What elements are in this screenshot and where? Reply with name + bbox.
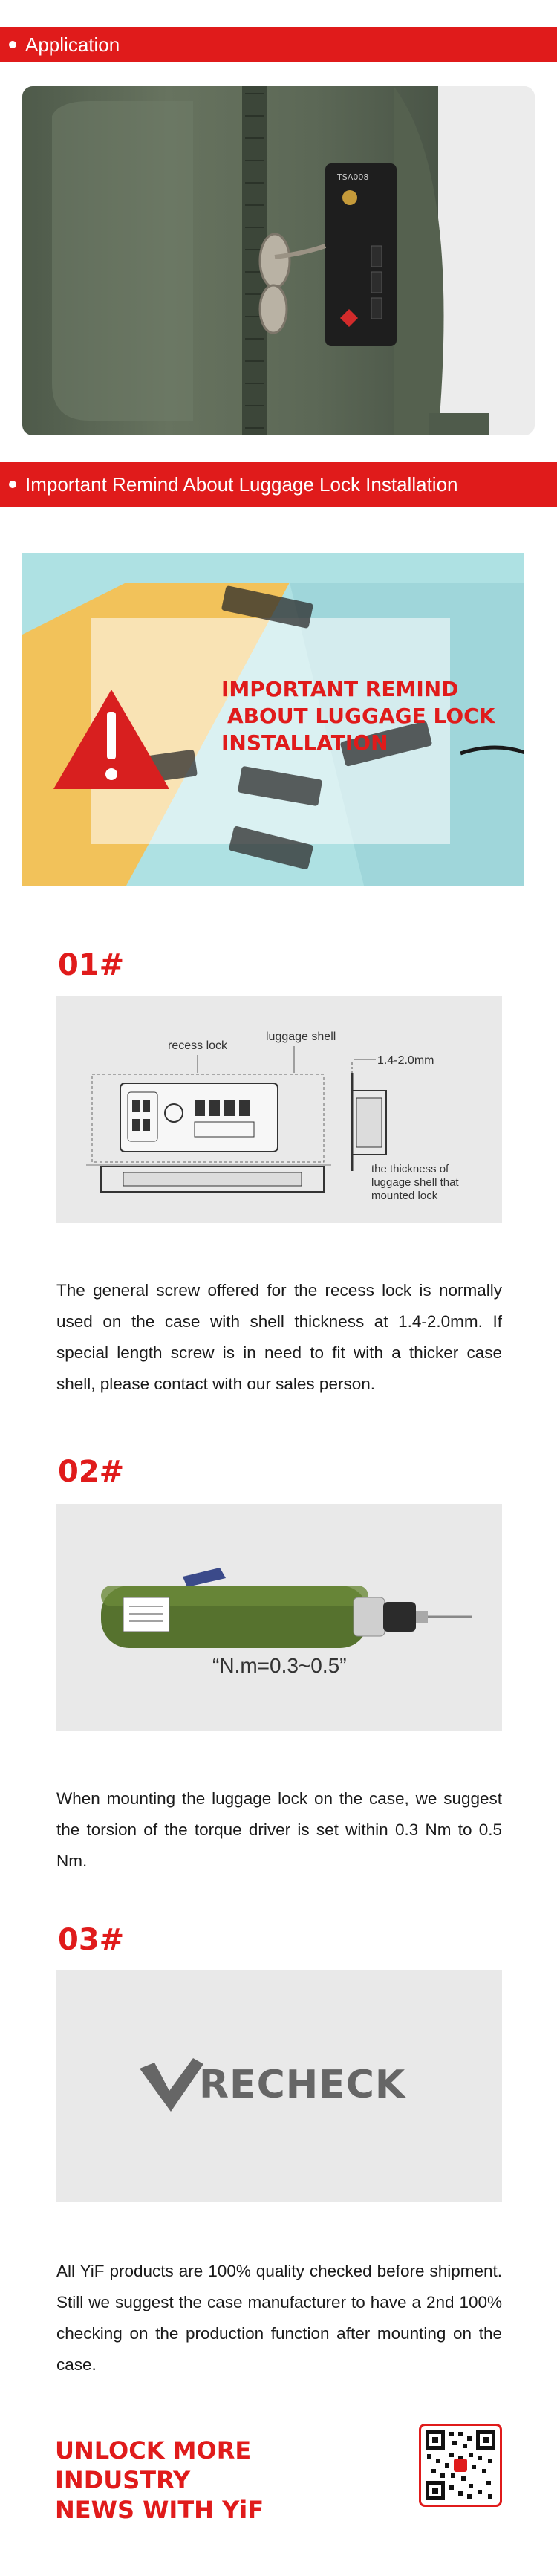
step3-image-panel [56,1970,502,2202]
qr-code-icon [426,2430,495,2500]
label-thickness-1: the thickness of [371,1163,449,1175]
lock-brand-label: TSA008 [337,172,369,182]
hero-heading-line2: ABOUT LUGGAGE LOCK [227,704,495,728]
step2-number: 02# [58,1455,125,1489]
application-title: Application [25,33,120,56]
suitcase-illustration [22,86,535,435]
cta-line2: NEWS WITH YiF [55,2496,264,2524]
step2-image-panel [56,1504,502,1731]
remind-title: Important Remind About Luggage Lock Installation [25,473,458,496]
recess-lock-diagram [56,996,502,1223]
step1-number: 01# [58,948,125,982]
cta-line1: UNLOCK MORE INDUSTRY [55,2436,252,2494]
label-thickness-3: mounted lock [371,1190,438,1202]
step1-text: The general screw offered for the recess lock is normally used on the case with shell thickness at 1.4-2.0mm. If special length screw is in need to fit with a thicker case shell, please contact with our sales person. [56,1281,502,1393]
label-luggage-shell: luggage shell [266,1031,336,1043]
qr-code[interactable] [419,2424,502,2507]
step3-text: All YiF products are 100% quality checked before shipment. Still we suggest the case manufacturer to have a 2nd 100% checking on the production function after mounting on the case. [56,2262,502,2374]
remind-hero-image [22,553,524,886]
bullet-icon [9,481,16,488]
hero-heading-line3: INSTALLATION [221,730,388,755]
footer-cta[interactable] [55,2436,374,2525]
label-recess-lock: recess lock [168,1039,228,1052]
torque-driver-illustration [56,1504,502,1731]
application-banner [0,27,557,62]
step2-text: When mounting the luggage lock on the case, we suggest the torsion of the torque driver is set within 0.3 Nm to 0.5 Nm. [56,1789,502,1870]
recheck-logo [140,2058,405,2112]
step1-diagram-panel [56,996,502,1223]
recheck-word: RECHECK [199,2063,406,2107]
label-thickness-range: 1.4-2.0mm [377,1054,434,1067]
step3-number: 03# [58,1923,125,1957]
hero-heading-line1: IMPORTANT REMIND [221,677,459,701]
remind-banner [0,462,557,507]
checkmark-icon [140,2058,203,2112]
suitcase-photo [22,86,535,435]
bullet-icon [9,41,16,48]
remind-hero-heading [221,676,495,756]
label-thickness-2: luggage shell that [371,1176,459,1189]
torque-value-label: “N.m=0.3~0.5” [212,1654,347,1677]
